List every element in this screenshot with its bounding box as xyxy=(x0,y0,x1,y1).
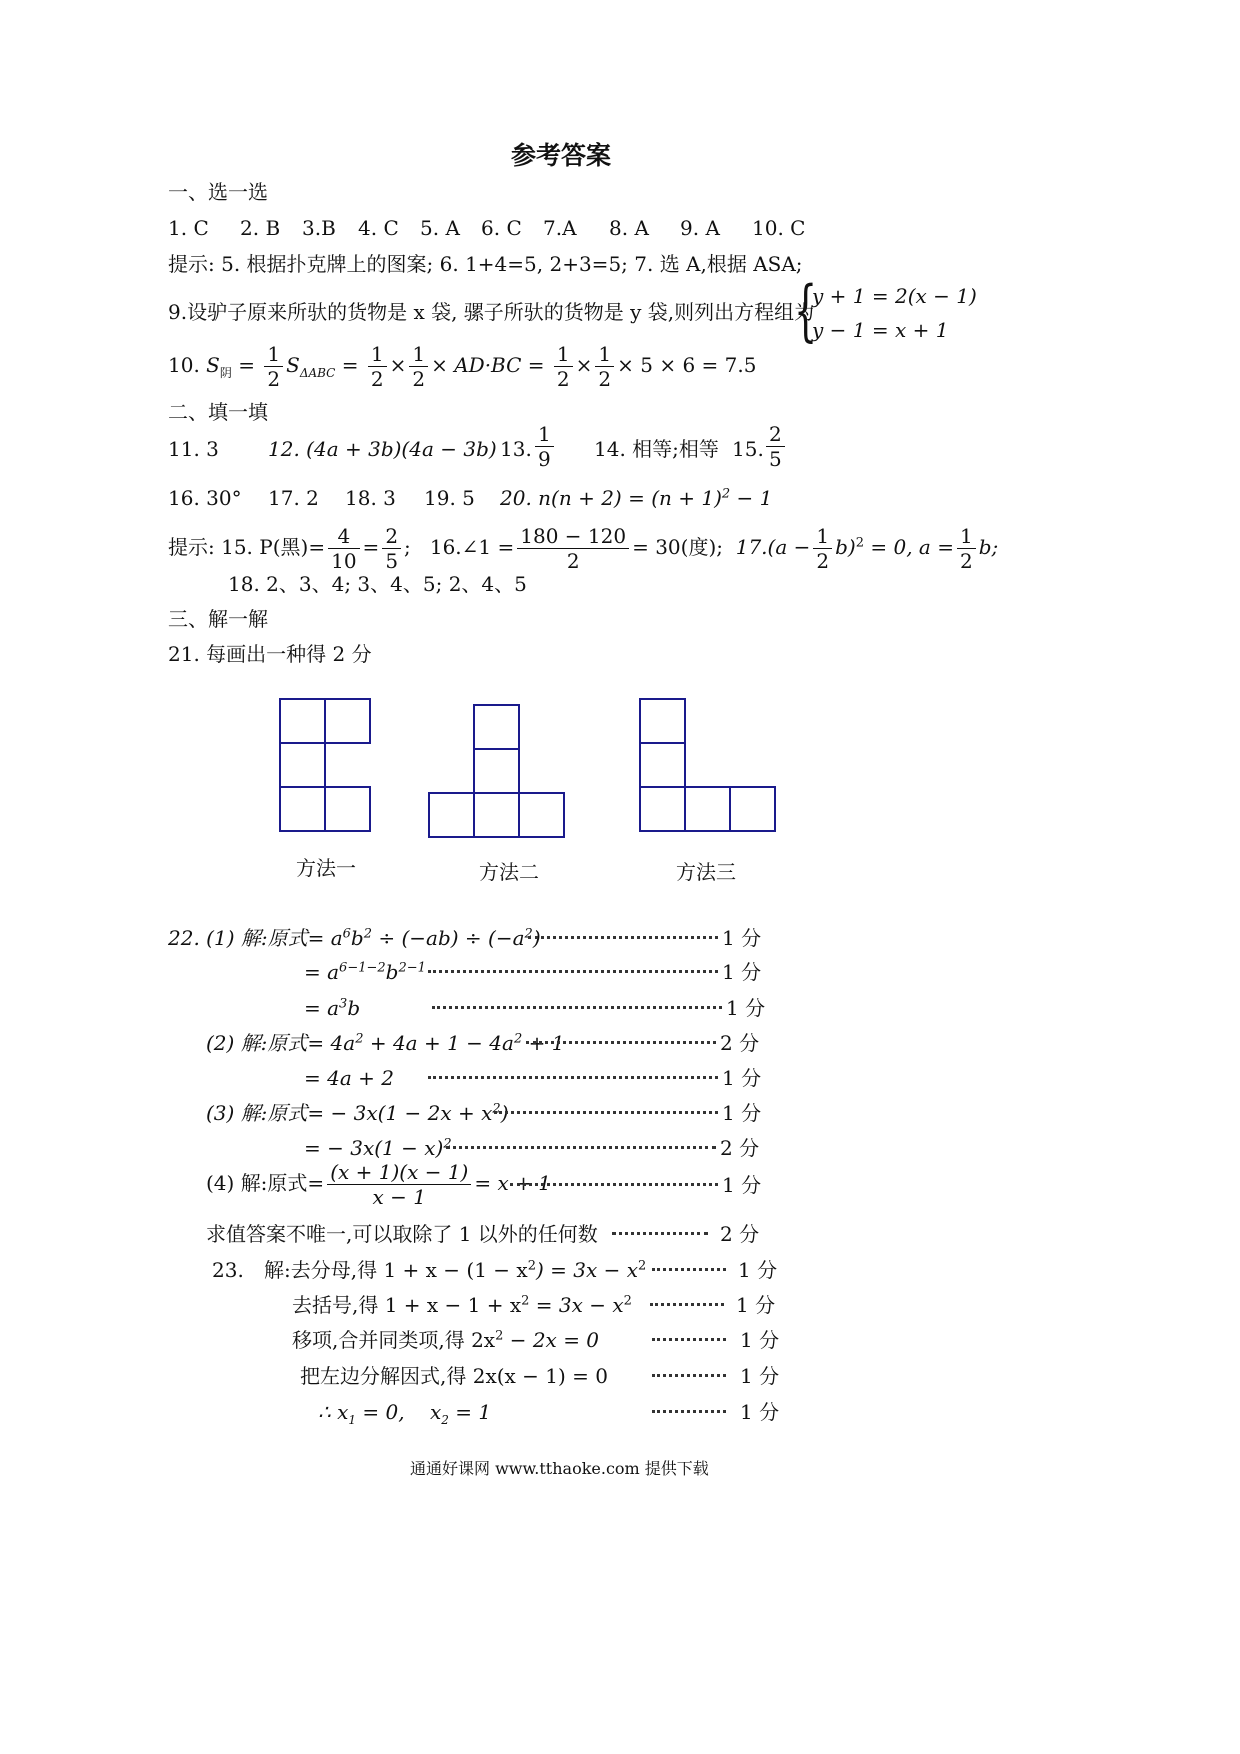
q22-3-line-1: (3) 解:原式= − $3x(1 - 2x + x^2)$ xyxy=(206,1101,509,1125)
score: 1 分 xyxy=(740,1328,780,1352)
answer-6: 6. C xyxy=(481,216,522,240)
answer-4: 4. C xyxy=(358,216,399,240)
dot-leader xyxy=(526,1041,716,1044)
dot-leader xyxy=(612,1232,708,1235)
answer-16: 16. 30° xyxy=(168,486,242,510)
method-1-caption: 方法一 xyxy=(296,856,356,880)
score: 1 分 xyxy=(722,1173,762,1197)
answer-2: 2. B xyxy=(240,216,281,240)
answer-18: 18. 3 xyxy=(345,486,396,510)
q22-2-line-1: (2) 解:原式= $4a^2 + 4a + 1 - 4a^2 + 1$ xyxy=(206,1031,565,1055)
q23-line-5: ∴ $x_1 = 0$, $x_2 = 1$ xyxy=(318,1400,492,1427)
dot-leader xyxy=(494,1111,718,1114)
score: 1 分 xyxy=(726,996,766,1020)
answer-15-label: 15. xyxy=(732,437,764,461)
section-1-hint: 提示: 5. 根据扑克牌上的图案; 6. 1+4=5, 2+3=5; 7. 选 A,根据 ASA; xyxy=(168,252,803,276)
q23-line-4: 把左边分解因式,得 2x(x − 1) = 0 xyxy=(300,1364,608,1388)
q9-equation-1: y + 1 = 2(x − 1) xyxy=(812,284,977,308)
answer-5: 5. A xyxy=(420,216,460,240)
section-2-hint: 提示: 15. P(黑)= $\frac{4}{10}$ = $\frac{2}{5}$ ; 16.∠1 = $\frac{180 - 120}{2}$ = 30(度); 17.(a − $\frac{1}{2}$ b)$^2$ = 0, a = $\frac{1}{2}$ b; xyxy=(168,524,999,573)
dot-leader xyxy=(428,1076,718,1079)
page-title: 参考答案 xyxy=(511,141,612,170)
q10-frac-5: $\frac{1}{2}$ xyxy=(595,342,614,391)
equation-brace: { xyxy=(794,272,818,349)
dot-leader xyxy=(528,936,718,939)
dot-leader xyxy=(650,1303,724,1306)
method-2-caption: 方法二 xyxy=(479,860,539,884)
dot-leader xyxy=(652,1268,726,1271)
q23-line-3: 移项,合并同类项,得 $2x^2 - 2x = 0$ xyxy=(292,1328,600,1352)
dot-leader xyxy=(652,1410,726,1413)
answer-3: 3.B xyxy=(302,216,336,240)
score: 1 分 xyxy=(722,1101,762,1125)
q22-1-line-2: = $a^{6-1-2}b^{2-1}$ xyxy=(304,960,426,984)
q10-sub: 阴 xyxy=(219,366,232,380)
score: 1 分 xyxy=(736,1293,776,1317)
q10-line: 10. $S_阴$ = $\frac{1}{2}$ $S_{\Delta ABC}$ = $\frac{1}{2}$ × $\frac{1}{2}$ × AD·BC = $\frac{1}{2}$ × $\frac{1}{2}$ × 5 × 6 = 7.5 xyxy=(168,342,757,391)
section-2-heading: 二、填一填 xyxy=(168,400,268,424)
q22-note: 求值答案不唯一,可以取除了 1 以外的任何数 xyxy=(206,1222,598,1246)
q23-label: 23. xyxy=(212,1258,244,1282)
q21-text: 21. 每画出一种得 2 分 xyxy=(168,642,372,666)
q22-1-line-1: 22. (1) 解:原式= $a^6b^2 \div (-ab) \div (-a^2)$ xyxy=(168,926,541,950)
hint-18: 18. 2、3、4; 3、4、5; 2、4、5 xyxy=(228,572,527,596)
answer-20: 20. $n(n + 2) = (n + 1)^2 - 1$ xyxy=(500,486,773,510)
answer-14: 14. 相等;相等 xyxy=(594,437,719,461)
answer-19: 19. 5 xyxy=(424,486,475,510)
score: 1 分 xyxy=(740,1364,780,1388)
q9-text: 9.设驴子原来所驮的货物是 x 袋, 骡子所驮的货物是 y 袋,则列出方程组为 xyxy=(168,300,815,324)
dot-leader xyxy=(446,1146,716,1149)
score: 1 分 xyxy=(740,1400,780,1424)
section-1-heading: 一、选一选 xyxy=(168,180,268,204)
answer-13-frac: $\frac{1}{9}$ xyxy=(532,422,557,471)
score: 1 分 xyxy=(722,960,762,984)
answer-7: 7.A xyxy=(543,216,577,240)
hint-16-num: 180 − 120 xyxy=(517,524,629,549)
score: 1 分 xyxy=(738,1258,778,1282)
answer-8: 8. A xyxy=(609,216,649,240)
dot-leader xyxy=(510,1183,718,1186)
dot-leader xyxy=(652,1338,726,1341)
hint-16-label: 16.∠1 = xyxy=(429,535,515,559)
hint-15-label: 提示: 15. P(黑)= xyxy=(168,535,326,559)
score: 1 分 xyxy=(722,1066,762,1090)
dot-leader xyxy=(428,970,718,973)
method-3-figure xyxy=(640,699,775,831)
answer-10: 10. C xyxy=(752,216,806,240)
dot-leader xyxy=(432,1006,722,1009)
answer-12: 12. (4a + 3b)(4a − 3b) xyxy=(268,437,497,461)
score: 2 分 xyxy=(720,1136,760,1160)
answer-13-label: 13. xyxy=(500,437,532,461)
q23-line-1: 解:去分母,得 $1 + x - (1 - x^2) = 3x - x^2$ xyxy=(264,1258,647,1282)
score: 2 分 xyxy=(720,1031,760,1055)
q10-label: 10. xyxy=(168,353,200,377)
q10-abc: ΔABC xyxy=(299,366,336,380)
dot-leader xyxy=(652,1374,726,1377)
q22-2-line-2: = 4a + 2 xyxy=(304,1066,394,1090)
answer-15-frac: $\frac{2}{5}$ xyxy=(763,422,788,471)
q23-line-2: 去括号,得 $1 + x - 1 + x^2 = 3x - x^2$ xyxy=(292,1293,632,1317)
q22-1-line-3: = $a^3b$ xyxy=(304,996,361,1020)
method-3-caption: 方法三 xyxy=(676,860,736,884)
method-1-figure xyxy=(280,699,370,831)
answer-9: 9. A xyxy=(680,216,720,240)
hint-17-label: 17.(a − xyxy=(735,535,811,559)
q9-equation-2: y − 1 = x + 1 xyxy=(812,318,949,342)
q22-3-line-2: = − $3x(1 - x)^2$ xyxy=(304,1136,452,1160)
hint-16-tail: = 30(度); xyxy=(632,535,724,559)
q22-4-line: (4) 解:原式= $\frac{(x + 1)(x - 1)}{x - 1}$ = x + 1 xyxy=(206,1160,551,1209)
score: 2 分 xyxy=(720,1222,760,1246)
q10-frac-4: $\frac{1}{2}$ xyxy=(554,342,573,391)
section-3-heading: 三、解一解 xyxy=(168,607,268,631)
q10-frac-1: $\frac{1}{2}$ xyxy=(264,342,283,391)
q10-frac-3: $\frac{1}{2}$ xyxy=(409,342,428,391)
q10-s: S xyxy=(206,353,220,377)
q10-adbc: × AD·BC = xyxy=(431,353,545,377)
answer-17: 17. 2 xyxy=(268,486,319,510)
q10-tail: × 5 × 6 = 7.5 xyxy=(617,353,757,377)
method-2-figure xyxy=(429,705,564,837)
answer-11: 11. 3 xyxy=(168,437,219,461)
q10-frac-2: $\frac{1}{2}$ xyxy=(368,342,387,391)
score: 1 分 xyxy=(722,926,762,950)
answer-1: 1. C xyxy=(168,216,209,240)
page-footer: 通通好课网 www.tthaoke.com 提供下载 xyxy=(410,1459,709,1478)
